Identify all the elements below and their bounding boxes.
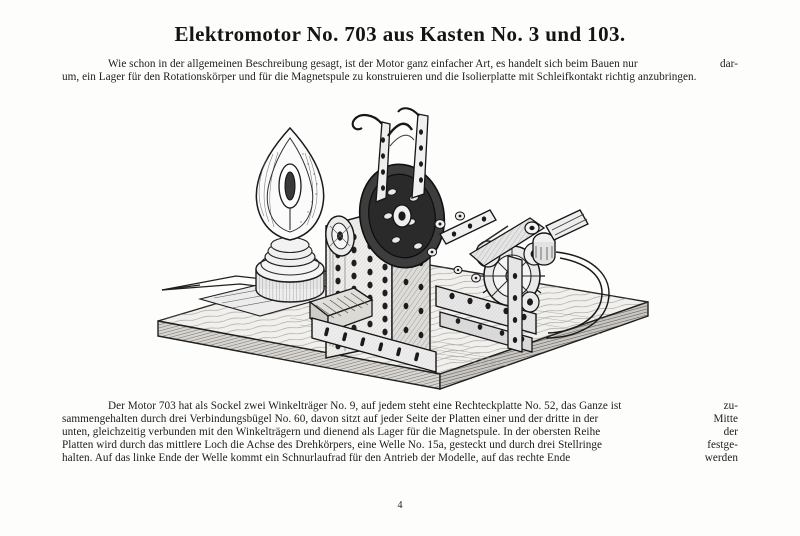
body-line-1 <box>62 400 738 413</box>
anschlussklemme <box>533 233 555 265</box>
body-line-2-text: sammengehalten durch drei Verbindungsbügel No. 60, davon sitzt auf jeder Seite der Platten einer und der dritte in der <box>62 413 599 426</box>
body-line-3-text: unten, gleichzeitig verbunden mit den Winkelträgern und dienend als Lager für die Magnetspule. In der obersten Reihe <box>62 426 601 439</box>
intro-paragraph <box>62 58 738 84</box>
intro-line-1-tail: dar- <box>720 58 738 70</box>
intro-line-2-text: um, ein Lager für den Rotationskörper und für die Magnetspule zu konstruieren und die Isolierplatte mit Schleifkontakt richtig anzubringen. <box>62 71 697 84</box>
stuetze-rechts <box>508 256 522 352</box>
engraving-group <box>158 108 648 389</box>
body-line-4-tail: festge- <box>707 439 738 452</box>
body-line-5 <box>62 452 738 465</box>
body-line-2 <box>62 413 738 426</box>
intro-line-1-text: Wie schon in der allgemeinen Beschreibung gesagt, ist der Motor ganz einfacher Art, es handelt sich beim Bauen nur <box>108 58 638 70</box>
body-paragraph <box>62 400 738 465</box>
body-line-4-text: Platten wird durch das mittlere Loch die Achse des Drehkörpers, eine Welle No. 15a, gesteckt und durch drei Stellringe <box>62 439 603 452</box>
body-line-1-text: Der Motor 703 hat als Sockel zwei Winkelträger No. 9, auf jedem steht eine Rechteckplatte No. 52, das Ganze ist <box>108 400 622 412</box>
body-line-2-tail: Mitte <box>713 413 738 426</box>
body-line-4 <box>62 439 738 452</box>
body-line-3-tail: der <box>723 426 738 439</box>
page-number: 4 <box>397 500 403 511</box>
body-line-5-text: halten. Auf das linke Ende der Welle kommt ein Schnurlaufrad für den Antrieb der Modelle, auf das rechte Ende <box>62 452 571 465</box>
body-line-3 <box>62 426 738 439</box>
elektromotor-engraving <box>140 106 660 391</box>
intro-line-1 <box>62 58 738 71</box>
body-line-1-tail: zu- <box>723 400 738 412</box>
gluehlampe <box>256 128 323 240</box>
body-line-5-tail: werden <box>704 452 738 465</box>
page-title: Elektromotor No. 703 aus Kasten No. 3 und 103. <box>174 22 626 46</box>
gebogener-buegel <box>388 124 414 146</box>
intro-line-2 <box>62 71 738 84</box>
kabelhuelse <box>546 210 588 240</box>
lampenfassung <box>256 238 324 303</box>
